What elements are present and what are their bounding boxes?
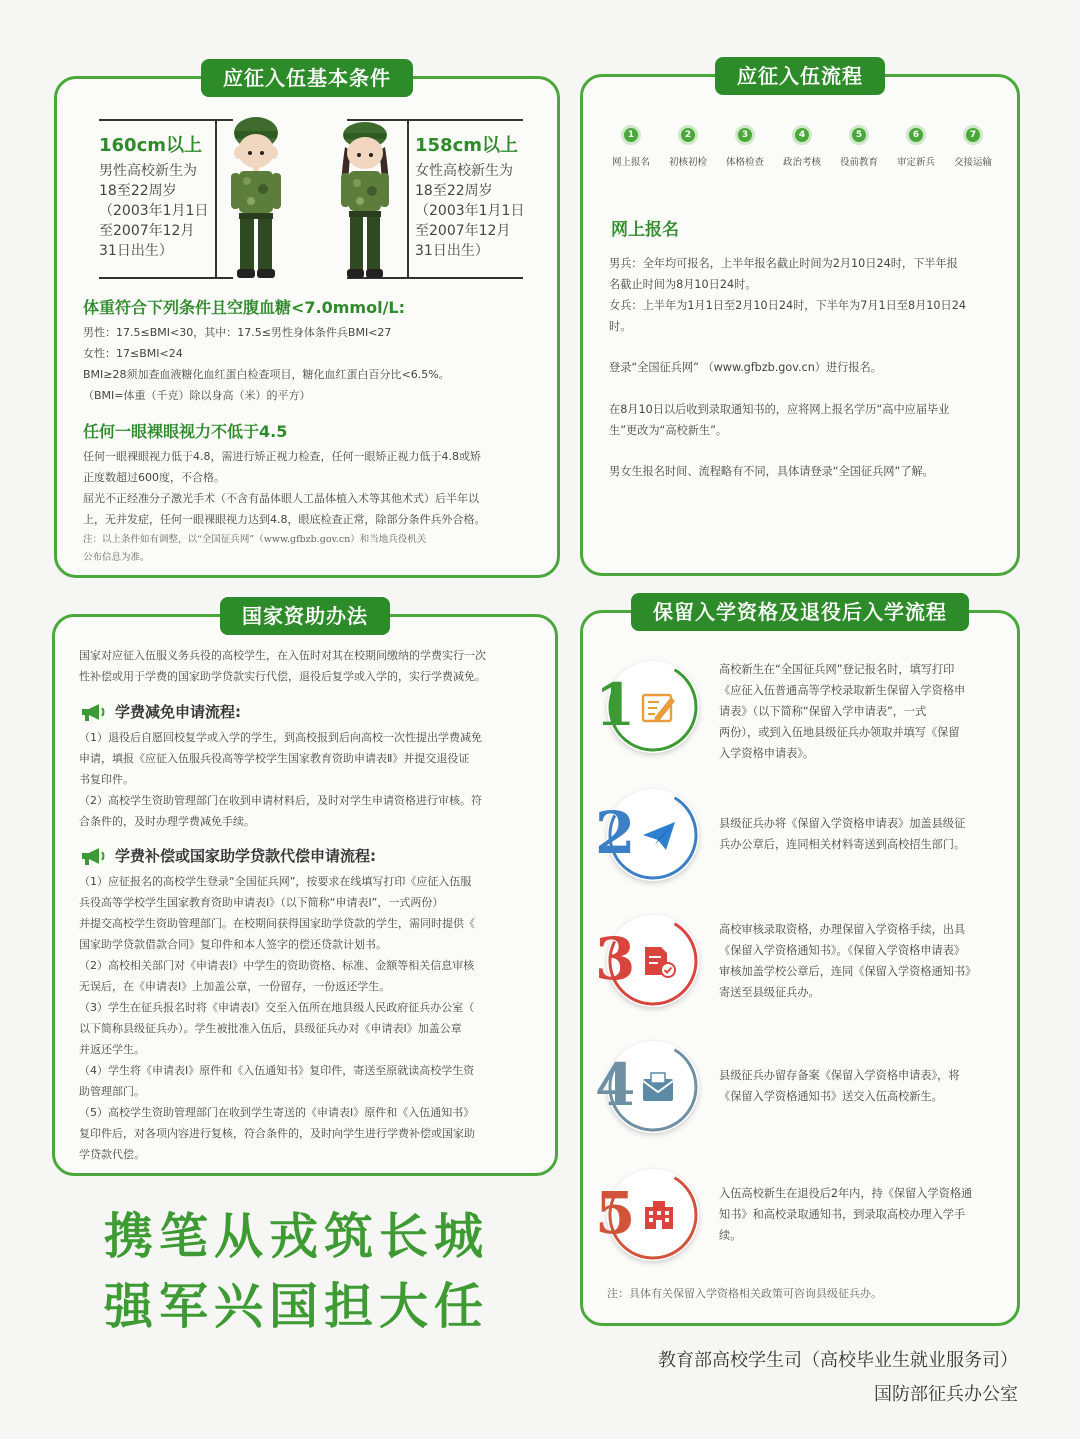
step-line: 请表》（以下简称“保留入学申请表”，一式 <box>719 705 927 718</box>
loan-line: 以下简称县级征兵办）。学生被批准入伍后，县级征兵办对《申请表Ⅰ》加盖公章 <box>79 1022 462 1035</box>
note-line: 公布信息为准。 <box>83 552 150 563</box>
step-line: 《保留入学资格通知书》送交入伍高校新生。 <box>719 1090 943 1103</box>
registration-line: 时。 <box>609 320 632 333</box>
step-label: 体格检查 <box>725 157 764 168</box>
megaphone-icon <box>79 702 107 722</box>
process-steps <box>607 125 1007 168</box>
form-edit-icon <box>641 691 677 725</box>
step-number: 3 <box>595 925 636 993</box>
vision-line: 屈光不正经准分子激光手术（不含有晶体眼人工晶体植入术等其他术式）后半年以 <box>83 492 479 505</box>
slogan-line-2: 强军兴国担大任 <box>104 1277 490 1335</box>
loan-line: 复印件后，对各项内容进行复核，符合条件的，及时向学生进行学费补偿或国家助 <box>79 1127 475 1140</box>
step-number-badge: 2 <box>678 125 698 145</box>
retention-step-4 <box>595 1041 1019 1141</box>
enrollment-retention-panel <box>580 600 1020 1326</box>
step-number: 5 <box>595 1179 636 1247</box>
step-number-badge: 6 <box>906 125 926 145</box>
step-number: 4 <box>595 1051 636 1119</box>
waiver-line: （1）退役后自愿回校复学或入学的学生，到高校报到后向高校一次性提出学费减免 <box>79 731 482 744</box>
height-ruler-bottom-line <box>99 277 233 279</box>
registration-line: 女兵：上半年为1月1日至2月10日24时，下半年为7月1日至8月10日24 <box>609 299 966 312</box>
weight-heading: 体重符合下列条件且空腹血糖<7.0mmol/L: <box>83 298 406 317</box>
step-description <box>719 659 1001 764</box>
registration-line: 在8月10日以后收到录取通知书的，应将网上报名学历“高中应届毕业 <box>609 403 950 416</box>
step-line: 《保留入学资格通知书》。《保留入学资格申请表》 <box>719 944 966 957</box>
enlistment-process-panel <box>580 64 1020 576</box>
female-height-requirement: 158cm以上 <box>415 135 518 156</box>
registration-line: 男兵：全年均可报名，上半年报名截止时间为2月10日24时，下半年报 <box>609 257 958 270</box>
enrollment-retention-title: 保留入学资格及退役后入学流程 <box>631 593 969 631</box>
retention-note: 注：具体有关保留入学资格相关政策可咨询县级征兵办。 <box>607 1287 882 1300</box>
process-step <box>717 125 773 168</box>
male-age-line: （2003年1月1日 <box>99 203 209 219</box>
weight-line: BMI≥28须加查血液糖化血红蛋白检查项目，糖化血红蛋白百分比<6.5%。 <box>83 368 450 381</box>
retention-step-3 <box>595 915 1019 1015</box>
loan-line: 兵役高等学校学生国家教育资助申请表Ⅰ》（以下简称“申请表Ⅰ”，一式两份） <box>79 896 444 909</box>
building-icon <box>641 1199 677 1233</box>
waiver-line: 申请，填报《应征入伍服兵役高等学校学生国家教育资助申请表Ⅱ》并提交退役证 <box>79 752 470 765</box>
step-label: 政治考核 <box>782 157 821 168</box>
weight-line: 男性：17.5≤BMI<30，其中：17.5≤男性身体条件兵BMI<27 <box>83 326 392 339</box>
loan-line: 并提交高校学生资助管理部门。在校期间获得国家助学贷款的学生，需同时提供《 <box>79 917 475 930</box>
female-age-line: 31日出生） <box>415 243 489 259</box>
signature-conscription-office: 国防部征兵办公室 <box>874 1384 1018 1405</box>
process-step <box>945 125 1001 168</box>
retention-step-5 <box>595 1169 1019 1269</box>
process-step <box>888 125 944 168</box>
slogan-line-1: 携笔从戎筑长城 <box>104 1207 490 1265</box>
weight-line: （BMI=体重（千克）除以身高（米）的平方） <box>83 389 311 402</box>
vision-line: 任何一眼裸眼视力低于4.8，需进行矫正视力检查，任何一眼矫正视力低于4.8或矫 <box>83 450 481 463</box>
male-height-requirement: 160cm以上 <box>99 135 202 156</box>
step-line: 审核加盖学校公章后，连同《保留入学资格通知书》 <box>719 965 977 978</box>
step-number: 1 <box>595 671 636 739</box>
registration-line: 名截止时间为8月10日24时。 <box>609 278 757 291</box>
state-funding-title: 国家资助办法 <box>220 597 390 635</box>
registration-site-text <box>609 357 1009 378</box>
waiver-line: （2）高校学生资助管理部门在收到申请材料后，及时对学生申请资格进行审核。符 <box>79 794 482 807</box>
step-description <box>719 919 1001 1003</box>
online-registration-heading: 网上报名 <box>611 220 679 240</box>
process-step <box>660 125 716 168</box>
registration-time-text <box>609 253 1009 337</box>
male-age-line: 18至22周岁 <box>99 183 177 199</box>
paper-plane-icon <box>641 819 677 853</box>
loan-compensation-heading <box>79 845 376 866</box>
loan-line: 国家助学贷款借款合同》复印件和本人签字的偿还贷款计划书。 <box>79 938 387 951</box>
step-line: 寄送至县级征兵办。 <box>719 986 820 999</box>
female-age-line: 至2007年12月 <box>415 223 511 239</box>
step-line: 县级征兵办将《保留入学资格申请表》加盖县级征 <box>719 817 966 830</box>
female-age-text <box>415 161 524 261</box>
step-number-badge: 3 <box>735 125 755 145</box>
step-description <box>719 1183 1001 1246</box>
step-line: 知书》和高校录取通知书，到录取高校办理入学手 <box>719 1208 966 1221</box>
retention-step-2 <box>595 789 1019 889</box>
process-step <box>774 125 830 168</box>
registration-line: 生”更改为“高校新生”。 <box>609 424 728 437</box>
height-ruler-vertical-female <box>407 119 409 279</box>
loan-line: 无误后，在《申请表Ⅰ》上加盖公章，一份留存，一份返还学生。 <box>79 980 391 993</box>
step-line: 高校新生在“全国征兵网”登记报名时，填写打印 <box>719 663 955 676</box>
signature-ministry-of-education: 教育部高校学生司（高校毕业生就业服务司） <box>658 1350 1018 1371</box>
male-soldier-figure <box>221 109 291 283</box>
step-label: 网上报名 <box>611 157 650 168</box>
step-line: 续。 <box>719 1229 742 1242</box>
loan-line: （4）学生将《申请表Ⅰ》原件和《入伍通知书》复印件，寄送至原就读高校学生资 <box>79 1064 475 1077</box>
process-step <box>831 125 887 168</box>
loan-line: 并返还学生。 <box>79 1043 145 1056</box>
male-age-line: 至2007年12月 <box>99 223 195 239</box>
waiver-line: 合条件的，及时办理学费减免手续。 <box>79 815 255 828</box>
height-ruler-vertical-male <box>215 119 217 279</box>
megaphone-icon <box>79 846 107 866</box>
tuition-waiver-heading-text: 学费减免申请流程: <box>115 703 241 721</box>
registration-line: 男女生报名时间、流程略有不同，具体请登录“全国征兵网”了解。 <box>609 465 934 478</box>
step-number-badge: 4 <box>792 125 812 145</box>
step-line: 县级征兵办留存备案《保留入学资格申请表》，将 <box>719 1069 960 1082</box>
vision-line: 上，无并发症，任何一眼裸眼视力达到4.8，眼底检查正常，除部分条件兵外合格。 <box>83 513 486 526</box>
male-age-line: 31日出生） <box>99 243 173 259</box>
step-label: 审定新兵 <box>896 157 935 168</box>
step-line: 《应征入伍普通高等学校录取新生保留入学资格申 <box>719 684 966 697</box>
basic-conditions-title: 应征入伍基本条件 <box>201 59 413 97</box>
loan-line: 学贷款代偿。 <box>79 1148 145 1161</box>
intro-line: 国家对应征入伍服义务兵役的高校学生，在入伍时对其在校期间缴纳的学费实行一次 <box>79 649 486 662</box>
female-soldier-figure <box>325 117 405 283</box>
step-description <box>719 813 1001 855</box>
step-label: 初核初检 <box>668 157 707 168</box>
loan-compensation-steps <box>79 871 549 1165</box>
height-ruler-top-line <box>99 119 233 121</box>
female-age-line: 女性高校新生为 <box>415 163 513 179</box>
note-line: 注：以上条件如有调整，以“全国征兵网”（www.gfbzb.gov.cn）和当地兵役机关 <box>83 534 427 545</box>
loan-compensation-heading-text: 学费补偿或国家助学贷款代偿申请流程: <box>115 847 377 865</box>
vision-heading: 任何一眼裸眼视力不低于4.5 <box>83 422 288 441</box>
tuition-waiver-heading <box>79 701 241 722</box>
retention-step-1 <box>595 661 1019 761</box>
step-line: 高校审核录取资格，办理保留入学资格手续，出具 <box>719 923 966 936</box>
loan-line: （5）高校学生资助管理部门在收到学生寄送的《申请表Ⅰ》原件和《入伍通知书》 <box>79 1106 475 1119</box>
registration-education-text <box>609 399 1009 441</box>
step-label: 交接运输 <box>953 157 992 168</box>
vision-conditions <box>83 446 553 530</box>
step-number: 2 <box>595 799 636 867</box>
female-age-line: 18至22周岁 <box>415 183 493 199</box>
male-age-line: 男性高校新生为 <box>99 163 197 179</box>
male-age-text <box>99 161 208 261</box>
loan-line: （3）学生在征兵报名时将《申请表Ⅰ》交至入伍所在地县级人民政府征兵办公室（ <box>79 1001 475 1014</box>
step-description <box>719 1065 1001 1107</box>
loan-line: 助管理部门。 <box>79 1085 145 1098</box>
loan-line: （1）应征报名的高校学生登录“全国征兵网”，按要求在线填写打印《应征入伍服 <box>79 875 472 888</box>
intro-line: 性补偿或用于学费的国家助学贷款实行代偿，退役后复学或入学的，实行学费减免。 <box>79 670 486 683</box>
basic-conditions-panel <box>54 66 560 578</box>
step-line: 兵办公章后，连同相关材料寄送到高校招生部门。 <box>719 838 966 851</box>
step-number-badge: 5 <box>849 125 869 145</box>
envelope-icon <box>641 1071 677 1105</box>
funding-intro <box>79 645 549 687</box>
registration-line: 登录“全国征兵网” （www.gfbzb.gov.cn）进行报名。 <box>609 361 882 374</box>
state-funding-panel <box>52 604 558 1176</box>
loan-line: （2）高校相关部门对《申请表Ⅰ》中学生的资助资格、标准、金额等相关信息审核 <box>79 959 475 972</box>
tuition-waiver-steps <box>79 727 549 832</box>
waiver-line: 书复印件。 <box>79 773 134 786</box>
female-age-line: （2003年1月1日 <box>415 203 525 219</box>
registration-difference-text <box>609 461 1009 482</box>
enlistment-process-title: 应征入伍流程 <box>715 57 885 95</box>
step-line: 入伍高校新生在退役后2年内，持《保留入学资格通 <box>719 1187 973 1200</box>
step-label: 役前教育 <box>839 157 878 168</box>
step-number-badge: 1 <box>621 125 641 145</box>
vision-line: 正度数超过600度，不合格。 <box>83 471 225 484</box>
step-line: 两份），或到入伍地县级征兵办领取并填写《保留 <box>719 726 960 739</box>
document-check-icon <box>641 945 677 979</box>
process-step <box>603 125 659 168</box>
weight-line: 女性：17≤BMI<24 <box>83 347 183 360</box>
weight-conditions <box>83 322 553 406</box>
step-line: 入学资格申请表》。 <box>719 747 815 760</box>
conditions-note <box>83 531 553 567</box>
step-number-badge: 7 <box>963 125 983 145</box>
